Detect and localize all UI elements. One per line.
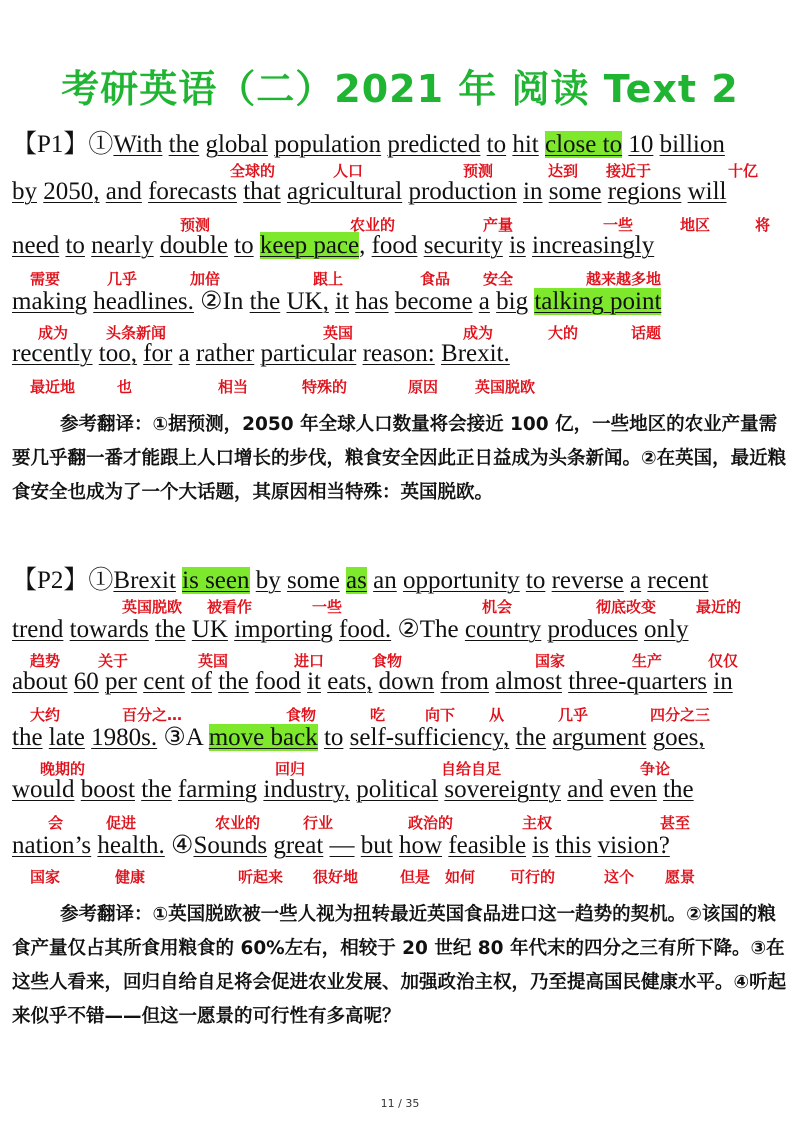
word: will bbox=[687, 178, 727, 205]
word: regions bbox=[607, 178, 682, 205]
word: political bbox=[356, 776, 439, 803]
gloss: 几乎 bbox=[558, 706, 589, 724]
p2-line-2 bbox=[12, 614, 688, 644]
gloss: 但是 bbox=[400, 868, 431, 886]
p2-translation: 参考翻译：①英国脱欧被一些人视为扭转最近英国食品进口这一趋势的契机。②该国的粮食产量仅占其所食用粮食的 60%左右，相较于 20 世纪 80 年代末的四分之三有所下降。③在这些人看来，回归自给自足将会促进农业发展、加强政治主权，乃至提高国民健康水平。④听起来似乎不错——但这一愿景的可行性有多高呢？ bbox=[12, 904, 787, 1027]
word: the bbox=[168, 131, 200, 158]
word: a bbox=[178, 340, 190, 367]
word: goes, bbox=[652, 724, 705, 751]
word: only bbox=[644, 616, 689, 643]
gloss: 人口 bbox=[333, 162, 364, 180]
word: to bbox=[65, 232, 85, 259]
word: but bbox=[360, 832, 393, 859]
word: a bbox=[478, 288, 490, 315]
word: rather bbox=[195, 340, 255, 367]
gloss: 话题 bbox=[631, 324, 662, 342]
word: the bbox=[218, 668, 249, 695]
p2-line-1 bbox=[12, 560, 708, 596]
word: making bbox=[12, 288, 87, 315]
word: in bbox=[713, 668, 733, 695]
word: opportunity bbox=[402, 567, 520, 594]
gloss: 最近的 bbox=[696, 598, 742, 616]
gloss: 机会 bbox=[482, 598, 513, 616]
word bbox=[254, 232, 260, 259]
gloss: 国家 bbox=[30, 868, 61, 886]
gloss: 英国脱欧 bbox=[475, 378, 536, 396]
word: three-quarters bbox=[568, 668, 707, 695]
gloss: 一些 bbox=[312, 598, 343, 616]
gloss: 主权 bbox=[522, 814, 553, 832]
gloss: 自给自足 bbox=[441, 760, 502, 778]
word: eats, bbox=[327, 668, 373, 695]
p2-line-6 bbox=[12, 830, 670, 860]
gloss: 会 bbox=[48, 814, 64, 832]
gloss: 吃 bbox=[370, 706, 386, 724]
word: late bbox=[48, 724, 85, 751]
word: some bbox=[548, 178, 602, 205]
gloss: 食品 bbox=[420, 270, 451, 288]
word: ④ bbox=[164, 832, 194, 859]
gloss: 关于 bbox=[98, 652, 129, 670]
word: is bbox=[509, 232, 526, 259]
p2-line-4 bbox=[12, 722, 705, 752]
word: Brexit bbox=[113, 567, 176, 594]
word: in bbox=[523, 178, 543, 205]
word: importing bbox=[234, 616, 333, 643]
gloss: 相当 bbox=[218, 378, 249, 396]
gloss: 跟上 bbox=[313, 270, 344, 288]
word: With bbox=[113, 131, 163, 158]
word: about bbox=[12, 668, 68, 695]
word: almost bbox=[495, 668, 562, 695]
p2-line-5 bbox=[12, 776, 694, 804]
word: down bbox=[378, 668, 435, 695]
word: big bbox=[496, 288, 529, 315]
word: UK bbox=[191, 616, 228, 643]
gloss: 达到 bbox=[548, 162, 579, 180]
word: ③A bbox=[157, 724, 209, 751]
word: this bbox=[555, 832, 592, 859]
word: global bbox=[205, 131, 268, 158]
word: reverse bbox=[551, 567, 624, 594]
gloss: 全球的 bbox=[230, 162, 276, 180]
gloss: 健康 bbox=[115, 868, 146, 886]
word: for bbox=[143, 340, 173, 367]
gloss: 大的 bbox=[548, 324, 579, 342]
gloss: 进口 bbox=[294, 652, 325, 670]
word: recent bbox=[647, 567, 709, 594]
word: it bbox=[307, 668, 321, 695]
p1-line-4 bbox=[12, 286, 661, 316]
word: the bbox=[12, 724, 43, 751]
gloss: 国家 bbox=[535, 652, 566, 670]
word: health. bbox=[97, 832, 165, 859]
word: an bbox=[373, 567, 397, 594]
word: cent bbox=[143, 668, 185, 695]
word: nearly bbox=[91, 232, 154, 259]
word: and bbox=[567, 776, 604, 803]
word: food bbox=[254, 668, 301, 695]
word: a bbox=[630, 567, 642, 594]
word: the bbox=[249, 288, 281, 315]
word: production bbox=[408, 178, 517, 205]
word: close to bbox=[545, 131, 623, 158]
gloss: 争论 bbox=[640, 760, 671, 778]
gloss: 食物 bbox=[372, 652, 403, 670]
word: industry, bbox=[263, 776, 350, 803]
word: UK, bbox=[286, 288, 329, 315]
word: vision? bbox=[597, 832, 670, 859]
word: would bbox=[12, 776, 75, 803]
word: some bbox=[287, 567, 340, 594]
word: that bbox=[243, 178, 281, 205]
word: it bbox=[335, 288, 349, 315]
word: Sounds bbox=[193, 832, 268, 859]
gloss: 趋势 bbox=[30, 652, 61, 670]
p1-translation: 参考翻译：①据预测，2050 年全球人口数量将会接近 100 亿，一些地区的农业产量需要几乎翻一番才能跟上人口增长的步伐，粮食安全因此正日益成为头条新闻。②在英国，最近粮食安全也成为了一个大话题，其原因相当特殊：英国脱欧。 bbox=[12, 414, 787, 503]
gloss: 愿景 bbox=[665, 868, 696, 886]
gloss: 特殊的 bbox=[302, 378, 348, 396]
gloss: 原因 bbox=[408, 378, 439, 396]
word: country bbox=[464, 616, 542, 643]
gloss: 晚期的 bbox=[40, 760, 86, 778]
word: billion bbox=[659, 131, 725, 158]
gloss: 百分之… bbox=[122, 706, 183, 724]
word: has bbox=[355, 288, 389, 315]
word: is bbox=[532, 832, 549, 859]
gloss: 很好地 bbox=[313, 868, 359, 886]
word: to bbox=[234, 232, 254, 259]
gloss: 需要 bbox=[30, 270, 61, 288]
gloss: 英国脱欧 bbox=[122, 598, 183, 616]
gloss: 也 bbox=[117, 378, 133, 396]
p1-line-1 bbox=[12, 124, 725, 160]
word: — bbox=[329, 832, 355, 859]
p1-line-5 bbox=[12, 340, 510, 368]
gloss: 成为 bbox=[38, 324, 69, 342]
word: headlines. bbox=[93, 288, 194, 315]
word: 【P2】① bbox=[12, 567, 114, 594]
word: per bbox=[105, 668, 137, 695]
word: food. bbox=[339, 616, 392, 643]
word: population bbox=[274, 131, 382, 158]
word: move back bbox=[208, 724, 318, 751]
word: need bbox=[12, 232, 60, 259]
gloss: 从 bbox=[489, 706, 505, 724]
word: talking point bbox=[534, 288, 662, 315]
word: farming bbox=[177, 776, 258, 803]
word: to bbox=[486, 131, 507, 158]
word: agricultural bbox=[286, 178, 403, 205]
gloss: 行业 bbox=[303, 814, 334, 832]
word: from bbox=[440, 668, 490, 695]
word: 10 bbox=[628, 131, 654, 158]
gloss: 头条新闻 bbox=[106, 324, 167, 342]
gloss: 几乎 bbox=[107, 270, 138, 288]
gloss: 将 bbox=[755, 216, 771, 234]
word: the bbox=[663, 776, 694, 803]
gloss: 预测 bbox=[463, 162, 494, 180]
word: 2050, bbox=[43, 178, 100, 205]
gloss: 四分之三 bbox=[650, 706, 711, 724]
word: and bbox=[105, 178, 142, 205]
word: 1980s. bbox=[91, 724, 158, 751]
word: keep pace bbox=[259, 232, 360, 259]
word: forecasts bbox=[148, 178, 237, 205]
word: even bbox=[609, 776, 657, 803]
word: ②The bbox=[391, 616, 465, 643]
word: increasingly bbox=[532, 232, 655, 259]
gloss: 促进 bbox=[106, 814, 137, 832]
word: become bbox=[394, 288, 473, 315]
gloss: 农业的 bbox=[350, 216, 396, 234]
word: Brexit. bbox=[441, 340, 510, 367]
gloss: 甚至 bbox=[660, 814, 691, 832]
gloss: 回归 bbox=[275, 760, 306, 778]
word: ②In bbox=[193, 288, 250, 315]
p1-line-2 bbox=[12, 178, 727, 206]
gloss: 越来越多地 bbox=[586, 270, 662, 288]
gloss: 地区 bbox=[680, 216, 711, 234]
gloss: 仅仅 bbox=[708, 652, 739, 670]
p2-line-3 bbox=[12, 668, 733, 696]
gloss: 政治的 bbox=[408, 814, 454, 832]
word: food bbox=[371, 232, 418, 259]
word: the bbox=[515, 724, 547, 751]
gloss: 被看作 bbox=[207, 598, 253, 616]
word: to bbox=[323, 724, 344, 751]
page-number: 11 / 35 bbox=[380, 1097, 420, 1110]
gloss: 食物 bbox=[286, 706, 317, 724]
word: the bbox=[155, 616, 186, 643]
word: recently bbox=[12, 340, 93, 367]
gloss: 预测 bbox=[180, 216, 211, 234]
gloss: 成为 bbox=[463, 324, 494, 342]
word: self-sufficiency, bbox=[349, 724, 510, 751]
word: sovereignty bbox=[444, 776, 562, 803]
word: too, bbox=[98, 340, 137, 367]
gloss: 生产 bbox=[632, 652, 663, 670]
gloss: 如何 bbox=[445, 868, 476, 886]
gloss: 农业的 bbox=[215, 814, 261, 832]
word: to bbox=[525, 567, 546, 594]
word: predicted bbox=[387, 131, 481, 158]
gloss: 这个 bbox=[604, 868, 635, 886]
word: by bbox=[12, 178, 37, 205]
word: double bbox=[159, 232, 228, 259]
word: hit bbox=[512, 131, 539, 158]
gloss: 大约 bbox=[30, 706, 61, 724]
word: how bbox=[399, 832, 443, 859]
page-title: 考研英语（二）2021 年 阅读 Text 2 bbox=[61, 67, 739, 111]
gloss: 彻底改变 bbox=[596, 598, 657, 616]
word: produces bbox=[547, 616, 638, 643]
gloss: 产量 bbox=[483, 216, 514, 234]
word: towards bbox=[69, 616, 149, 643]
p1-line-3 bbox=[12, 232, 654, 260]
word: boost bbox=[80, 776, 135, 803]
word: feasible bbox=[448, 832, 527, 859]
word: is seen bbox=[182, 567, 250, 594]
gloss: 向下 bbox=[425, 706, 456, 724]
gloss: 英国 bbox=[323, 324, 354, 342]
word: 60 bbox=[73, 668, 99, 695]
gloss: 英国 bbox=[198, 652, 229, 670]
word: nation’s bbox=[12, 832, 92, 859]
gloss: 一些 bbox=[603, 216, 634, 234]
word: 【P1】① bbox=[12, 131, 114, 158]
gloss: 听起来 bbox=[238, 868, 284, 886]
gloss: 安全 bbox=[483, 270, 514, 288]
word: argument bbox=[552, 724, 647, 751]
word: security bbox=[423, 232, 503, 259]
word: great bbox=[273, 832, 324, 859]
word: as bbox=[346, 567, 367, 594]
gloss: 可行的 bbox=[510, 868, 556, 886]
word: reason: bbox=[362, 340, 435, 367]
gloss: 最近地 bbox=[30, 378, 76, 396]
gloss: 加倍 bbox=[190, 270, 221, 288]
word: trend bbox=[12, 616, 64, 643]
gloss: 十亿 bbox=[728, 162, 759, 180]
word: of bbox=[191, 668, 212, 695]
word: particular bbox=[260, 340, 357, 367]
word: , bbox=[359, 232, 366, 259]
word: by bbox=[255, 567, 281, 594]
word: the bbox=[141, 776, 172, 803]
gloss: 接近于 bbox=[606, 162, 652, 180]
